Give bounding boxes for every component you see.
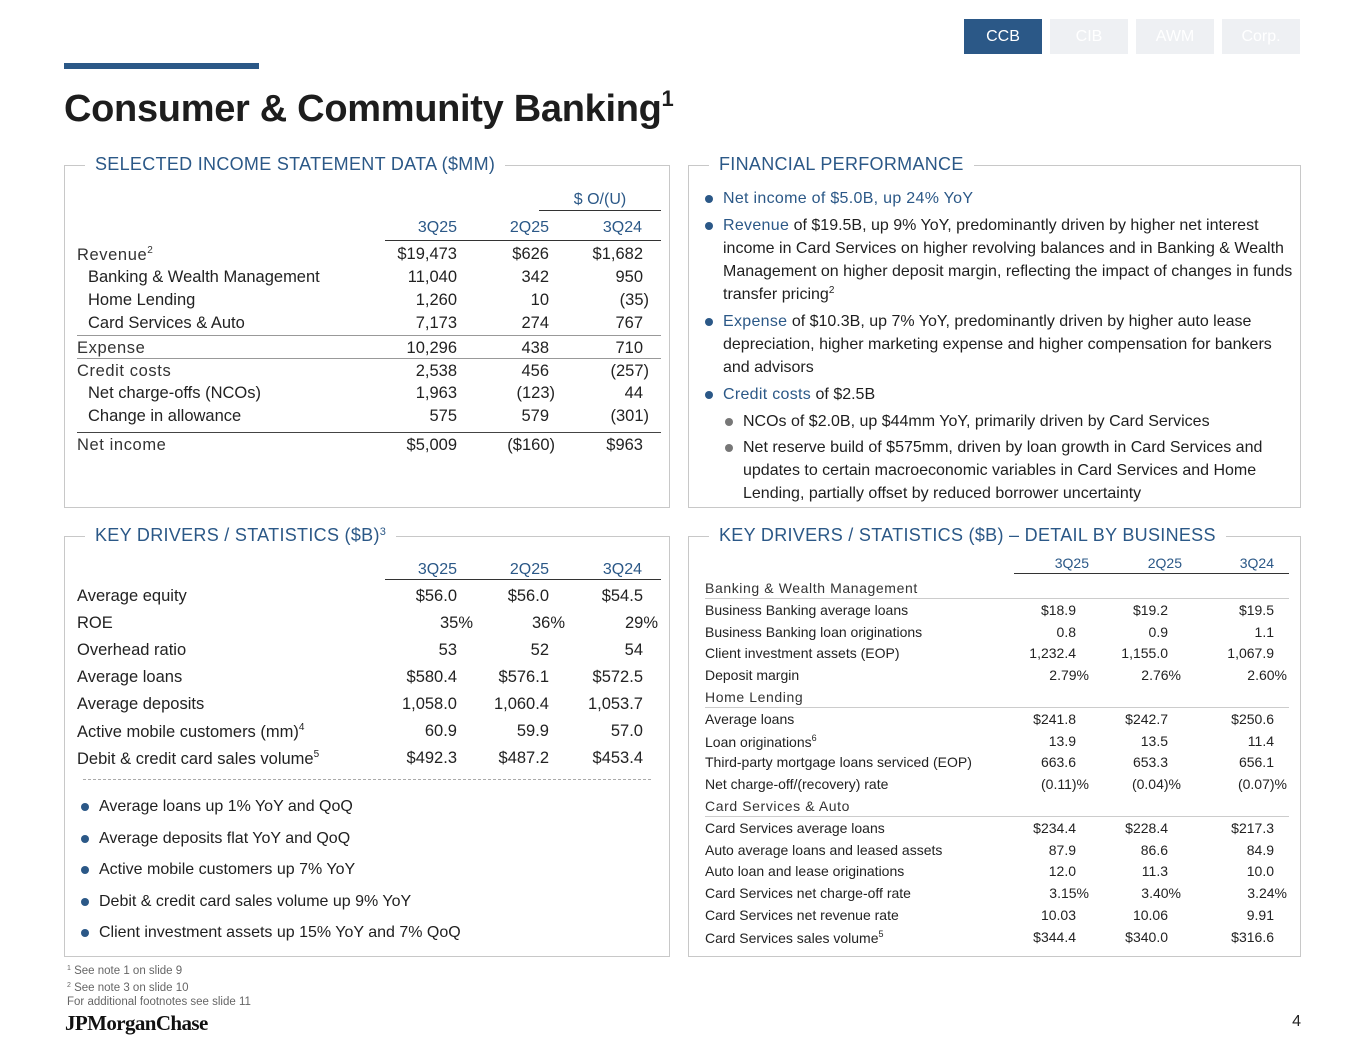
cell-3q25: 0.8 — [1056, 623, 1076, 640]
footnote-text: See note 1 on slide 9 — [74, 965, 183, 977]
income-row-home-lending — [77, 288, 661, 311]
row-label-text: Card Services net revenue rate — [705, 907, 899, 923]
cell-2q25: $19.2 — [1132, 601, 1168, 618]
cell-3q25: 87.9 — [1048, 841, 1076, 858]
row-label — [705, 754, 972, 770]
cell-3q24: 29% — [624, 614, 658, 632]
detail-row — [705, 904, 1289, 926]
cell-3q25: 13.9 — [1048, 732, 1076, 749]
cell-3q24: 950 — [615, 268, 643, 286]
row-footnote: 6 — [811, 732, 817, 743]
income-row-net-income — [77, 432, 661, 455]
row-label: Average equity — [77, 587, 187, 605]
cell-2q25: $56.0 — [507, 587, 549, 605]
company-logo: JPMorganChase — [65, 1011, 208, 1035]
row-label: Net charge-offs (NCOs) — [88, 384, 261, 402]
bullet-text: Net reserve build of $575mm, driven by loan growth in Card Services and updates to certain macroeconomic variables in Card Services and Home Lending, partially offset by reduced borrower uncertainty — [743, 439, 1263, 502]
row-label: Banking & Wealth Management — [88, 268, 320, 286]
cell-3q24: $453.4 — [592, 749, 643, 767]
cell-3q24: 54 — [624, 641, 643, 659]
cell-2q25: $626 — [512, 245, 549, 263]
row-label: Credit costs — [77, 362, 172, 380]
row-label-text: Average loans — [705, 710, 795, 727]
cell-3q24: $316.6 — [1231, 928, 1274, 945]
cell-2q25: 1,155.0 — [1121, 645, 1168, 662]
cell-3q25: $18.9 — [1040, 601, 1076, 618]
detail-row — [705, 621, 1289, 643]
income-row-expense — [77, 335, 661, 358]
cell-3q24: 11.4 — [1247, 732, 1274, 749]
cell-2q25: 2.76% — [1141, 667, 1181, 684]
income-col-2q25: 2Q25 — [509, 219, 549, 236]
cell-2q25: 438 — [521, 339, 549, 357]
cell-3q24: 3.24% — [1247, 885, 1287, 902]
footnote-1 — [67, 962, 251, 979]
cell-3q24: $963 — [606, 436, 643, 454]
performance-panel-title: FINANCIAL PERFORMANCE — [709, 154, 974, 175]
income-row-change-allowance — [77, 404, 661, 427]
cell-3q24: 1.1 — [1254, 623, 1274, 640]
kd-col-3q25: 3Q25 — [417, 561, 457, 578]
cell-3q24: 44 — [624, 384, 643, 402]
kd-row-card-sales — [77, 745, 661, 772]
cell-3q25: 2,538 — [415, 362, 457, 380]
cell-2q25: $340.0 — [1125, 928, 1168, 945]
kd-row-avg-deposits — [77, 691, 661, 718]
cell-3q25: 7,173 — [415, 314, 457, 332]
row-footnote: 5 — [313, 749, 320, 760]
key-drivers-panel — [64, 525, 670, 957]
kd-bullet: Debit & credit card sales volume up 9% YoY — [79, 890, 659, 913]
kd-bullet: Active mobile customers up 7% YoY — [79, 858, 659, 881]
row-label-text: Business Banking average loans — [705, 601, 909, 618]
detail-row — [705, 817, 1289, 839]
income-statement-panel — [64, 154, 670, 508]
cell-2q25: 59.9 — [516, 722, 549, 740]
cell-3q24: $250.6 — [1231, 710, 1274, 727]
detail-panel-title: KEY DRIVERS / STATISTICS ($B) – DETAIL BY BUSINESS — [709, 525, 1226, 546]
income-panel-title: SELECTED INCOME STATEMENT DATA ($MM) — [85, 154, 505, 175]
bullet-text: NCOs of $2.0B, up $44mm YoY, primarily driven by Card Services — [743, 413, 1210, 430]
cell-3q25: 10.03 — [1040, 907, 1076, 923]
cell-2q25: $228.4 — [1125, 819, 1168, 836]
cell-3q24: 767 — [615, 314, 643, 332]
tab-ccb[interactable]: CCB — [964, 19, 1042, 54]
db-col-2q25: 2Q25 — [1147, 555, 1182, 571]
bullet-revenue — [703, 214, 1295, 306]
cell-2q25: 274 — [521, 314, 549, 332]
cell-3q24: 1,067.9 — [1227, 645, 1274, 662]
kd-row-avg-equity — [77, 583, 661, 610]
cell-3q24: $217.3 — [1231, 819, 1274, 836]
cell-3q25: 1,963 — [415, 384, 457, 402]
row-label: Average loans — [77, 668, 183, 686]
panel-title-text: KEY DRIVERS / STATISTICS ($B) — [95, 525, 380, 545]
cell-2q25: 13.5 — [1140, 732, 1168, 749]
panel-title-footnote: 3 — [379, 526, 387, 538]
key-drivers-panel-title — [85, 525, 396, 546]
footnote-3: For additional footnotes see slide 11 — [67, 996, 251, 1008]
tab-corp[interactable]: Corp. — [1222, 19, 1300, 54]
row-footnote: 2 — [147, 245, 154, 256]
db-col-3q25: 3Q25 — [1054, 555, 1089, 571]
kd-row-avg-loans — [77, 664, 661, 691]
cell-2q25: (0.04)% — [1131, 776, 1181, 793]
cell-3q25: 575 — [429, 407, 457, 425]
row-label — [705, 907, 899, 923]
cell-2q25: 10.06 — [1132, 907, 1168, 923]
footnotes — [67, 962, 251, 1010]
cell-3q25: $344.4 — [1033, 928, 1076, 945]
cell-3q24: $1,682 — [592, 245, 643, 263]
cell-3q25: $580.4 — [406, 668, 457, 686]
kd-col-2q25: 2Q25 — [509, 561, 549, 578]
cell-2q25: 0.9 — [1148, 623, 1168, 640]
row-label-text: Auto loan and lease originations — [705, 863, 905, 880]
cell-3q24: 84.9 — [1246, 841, 1274, 858]
detail-row — [705, 860, 1289, 882]
page-number: 4 — [1292, 1013, 1301, 1030]
detail-by-business-panel — [688, 525, 1301, 957]
row-label: Net income — [77, 436, 167, 454]
row-label — [705, 624, 922, 640]
key-drivers-bullets — [79, 795, 659, 953]
cell-3q25: 1,232.4 — [1029, 645, 1076, 662]
income-row-card-auto — [77, 311, 661, 334]
row-label: Expense — [77, 339, 146, 357]
row-label: Change in allowance — [88, 407, 242, 425]
cell-3q24: 656.1 — [1238, 754, 1274, 771]
row-label — [705, 863, 904, 879]
row-label-text: Card Services & Auto — [705, 798, 851, 814]
cell-3q25: $56.0 — [415, 587, 457, 605]
row-label: Overhead ratio — [77, 641, 187, 659]
cell-2q25: 653.3 — [1132, 754, 1168, 771]
footnote-number: 2 — [67, 981, 71, 989]
detail-row — [705, 882, 1289, 904]
detail-section-header — [705, 577, 1289, 599]
page-title-text: Consumer & Community Banking — [64, 88, 662, 130]
cell-3q25: 60.9 — [424, 722, 457, 740]
cell-3q25: $5,009 — [406, 436, 457, 454]
row-label — [705, 602, 908, 618]
bullet-text: of $10.3B, up 7% YoY, predominantly driven by higher auto lease depreciation, higher marketing expense and higher compensation for bankers and advisors — [723, 313, 1272, 376]
cell-2q25: $576.1 — [498, 668, 549, 686]
row-label — [705, 929, 884, 946]
cell-2q25: 342 — [521, 268, 549, 286]
cell-3q25: 12.0 — [1048, 863, 1076, 880]
cell-3q25: 1,260 — [415, 291, 457, 309]
row-label — [705, 776, 888, 792]
kd-row-mobile-customers — [77, 718, 661, 745]
cell-3q25: 35% — [439, 614, 473, 632]
cell-3q25: 663.6 — [1040, 754, 1076, 771]
page-title-footnote: 1 — [661, 86, 674, 111]
row-label: Average deposits — [77, 695, 205, 713]
detail-section-header — [705, 795, 1289, 817]
cell-2q25: 36% — [531, 614, 565, 632]
row-label: Card Services & Auto — [88, 314, 245, 332]
row-label — [705, 798, 850, 814]
tab-awm[interactable]: AWM — [1136, 19, 1214, 54]
performance-bullets — [703, 187, 1295, 508]
cell-2q25: 579 — [521, 407, 549, 425]
footnote-2 — [67, 979, 251, 996]
kd-bullet: Average loans up 1% YoY and QoQ — [79, 795, 659, 818]
row-label-text: Active mobile customers (mm) — [77, 723, 299, 741]
kd-col-3q24: 3Q24 — [602, 561, 642, 578]
row-footnote: 4 — [298, 722, 305, 733]
over-under-rule — [539, 210, 661, 211]
row-label — [77, 245, 153, 265]
row-label-text: Debit & credit card sales volume — [77, 750, 314, 768]
row-label-text: Banking & Wealth Management — [705, 580, 918, 596]
row-label — [705, 580, 918, 596]
row-label — [705, 645, 900, 661]
cell-2q25: 11.3 — [1141, 863, 1168, 880]
row-label — [705, 733, 817, 750]
tab-cib[interactable]: CIB — [1050, 19, 1128, 54]
row-label-text: Revenue — [77, 246, 148, 264]
cell-3q24: 10.0 — [1246, 863, 1274, 880]
detail-row — [705, 751, 1289, 773]
cell-3q25: $492.3 — [406, 749, 457, 767]
cell-3q25: $234.4 — [1033, 819, 1076, 836]
cell-2q25: $487.2 — [498, 749, 549, 767]
bullet-footnote: 2 — [828, 285, 835, 296]
row-label-text: Third-party mortgage loans serviced (EOP) — [705, 754, 972, 771]
footnote-number: 1 — [67, 965, 71, 972]
cell-2q25: (123) — [516, 384, 555, 402]
detail-row — [705, 599, 1289, 621]
dashed-divider — [83, 779, 651, 780]
cell-3q24: (301) — [610, 407, 649, 425]
sub-bullet-reserve — [723, 436, 1295, 505]
row-label — [705, 820, 885, 836]
row-label: Home Lending — [88, 291, 196, 309]
row-label-text: Home Lending — [705, 689, 804, 705]
footnote-text: See note 3 on slide 10 — [74, 981, 189, 994]
kd-bullet: Client investment assets up 15% YoY and 7% QoQ — [79, 921, 659, 944]
row-label — [705, 689, 803, 705]
bullet-text: of $19.5B, up 9% YoY, predominantly driven by higher net interest income in Card Services on higher revolving balances and in Banking & Wealth Management on higher deposit margin, reflecting the impact of changes in funds transfer pricing — [723, 217, 1293, 303]
detail-row — [705, 642, 1289, 664]
financial-performance-panel — [688, 154, 1301, 508]
cell-2q25: 10 — [530, 291, 549, 309]
income-header-rule — [385, 240, 661, 241]
income-row-ncos — [77, 381, 661, 404]
detail-row — [705, 839, 1289, 861]
cell-3q24: 57.0 — [610, 722, 643, 740]
cell-2q25: 1,060.4 — [493, 695, 549, 713]
row-label-text: Card Services average loans — [705, 819, 885, 836]
kd-bullet: Average deposits flat YoY and QoQ — [79, 827, 659, 850]
bullet-expense — [703, 310, 1295, 379]
cell-3q25: 3.15% — [1049, 885, 1089, 902]
row-label — [705, 885, 911, 901]
income-col-3q24: 3Q24 — [602, 219, 642, 236]
income-row-credit-costs — [77, 358, 661, 381]
cell-3q25: 2.79% — [1049, 667, 1089, 684]
row-label — [77, 749, 319, 769]
cell-3q25: 1,058.0 — [401, 695, 457, 713]
over-under-label: $ O/(U) — [573, 191, 627, 208]
db-col-3q24: 3Q24 — [1239, 555, 1274, 571]
cell-2q25: 52 — [530, 641, 549, 659]
cell-3q24: (257) — [610, 362, 649, 380]
cell-3q24: 9.91 — [1246, 907, 1274, 923]
detail-row — [705, 773, 1289, 795]
detail-row — [705, 730, 1289, 752]
cell-2q25: $242.7 — [1125, 710, 1168, 727]
cell-3q24: $54.5 — [601, 587, 643, 605]
row-label-text: Loan originations — [705, 733, 812, 750]
cell-2q25: 456 — [521, 362, 549, 380]
income-row-bwm — [77, 265, 661, 288]
cell-3q25: 10,296 — [406, 339, 457, 357]
cell-3q24: $572.5 — [592, 668, 643, 686]
row-label — [705, 667, 799, 683]
cell-2q25: 3.40% — [1141, 885, 1181, 902]
row-label-text: Card Services net charge-off rate — [705, 885, 911, 902]
cell-3q25: 11,040 — [407, 268, 457, 286]
page-title — [64, 86, 673, 131]
bullet-text: Net income of $5.0B, up 24% YoY — [723, 190, 974, 207]
cell-3q24: 710 — [615, 339, 643, 357]
cell-3q25: $19,473 — [397, 245, 457, 263]
db-header-rule — [1014, 573, 1289, 574]
row-label — [705, 842, 942, 858]
row-label — [77, 722, 304, 742]
row-label-text: Card Services sales volume — [705, 929, 879, 946]
bullet-highlight: Revenue — [723, 217, 790, 234]
cell-3q25: (0.11)% — [1041, 776, 1089, 793]
row-label-text: Deposit margin — [705, 667, 800, 684]
bullet-credit-costs — [703, 383, 1295, 406]
sub-bullet-ncos — [723, 410, 1295, 433]
row-label-text: Auto average loans and leased assets — [705, 841, 943, 858]
detail-row — [705, 664, 1289, 686]
bullet-text: of $2.5B — [811, 386, 876, 403]
row-label — [705, 711, 794, 727]
cell-3q25: 53 — [438, 641, 457, 659]
title-accent-bar — [64, 63, 259, 69]
row-label-text: Net charge-off/(recovery) rate — [705, 776, 889, 793]
cell-3q25: $241.8 — [1033, 710, 1076, 727]
cell-3q24: 2.60% — [1247, 667, 1287, 684]
kd-header-rule — [385, 579, 661, 580]
kd-row-roe — [77, 610, 661, 637]
income-row-revenue — [77, 242, 661, 265]
cell-3q24: (0.07)% — [1237, 776, 1287, 793]
row-label: ROE — [77, 614, 113, 632]
kd-row-overhead — [77, 637, 661, 664]
row-label-text: Business Banking loan originations — [705, 623, 923, 640]
bullet-highlight: Expense — [723, 313, 788, 330]
cell-3q24: $19.5 — [1238, 601, 1274, 618]
detail-row — [705, 708, 1289, 730]
cell-3q24: (35) — [619, 291, 649, 309]
cell-3q24: 1,053.7 — [587, 695, 643, 713]
cell-2q25: 86.6 — [1140, 841, 1168, 858]
bullet-net-income — [703, 187, 1295, 210]
segment-tabs — [964, 19, 1300, 54]
income-col-3q25: 3Q25 — [417, 219, 457, 236]
detail-section-header — [705, 686, 1289, 708]
cell-2q25: ($160) — [507, 436, 555, 454]
bullet-highlight: Credit costs — [723, 386, 812, 403]
detail-row — [705, 926, 1289, 948]
row-footnote: 5 — [878, 928, 884, 939]
row-label-text: Client investment assets (EOP) — [705, 645, 900, 662]
